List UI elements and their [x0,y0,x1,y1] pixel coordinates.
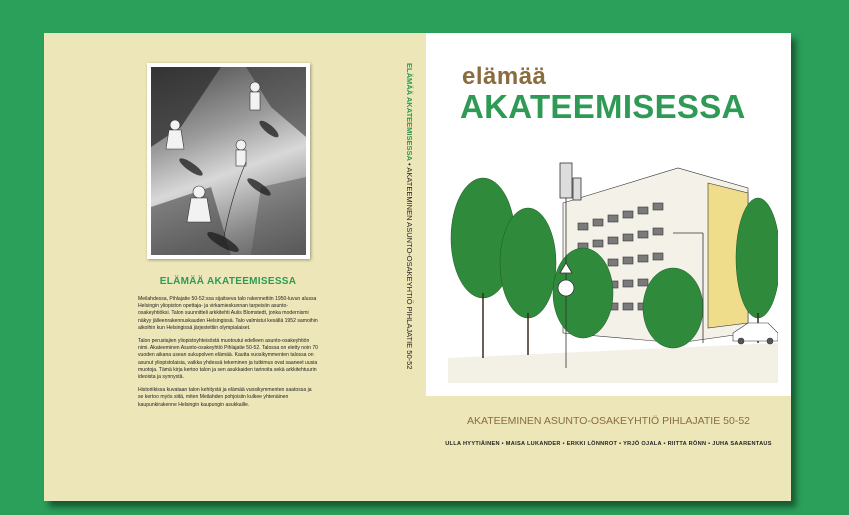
back-cover-paragraph: Talon perustajien yliopistoyhteisöstä muotoutui edelleen asunto-osakeyhtiön nimi. Akateeminen Asunto-osakeyhtiö Pihlajatie 50-52. Talossa on eletty noin 70 vuoden aikana usean sukupolven elämää. Kautta vuosikymmenten talossa on asunut yliopistolaisia, vaikka yhdessä tekeminen ja tutkimus ovat saaneet uusia muotoja. Tämä kirja kertoo talon ja sen asukkaiden tarinoita sekä arkkitehtuurin ideoista ja synnystä. [138,338,318,381]
back-cover-paragraph: Historiikissa kuvataan talon kehitystä ja elämää vuosikymmenten saatossa ja se kertoo myös siitä, miten Meilahden pohjoisiin kulkee yhtenäinen kaupunkirakenne Helsingin kaupungin asukkaille. [138,387,312,408]
back-cover-text [138,296,318,415]
spine-subtitle: AKATEEMINEN ASUNTO-OSAKEYHTIÖ PIHLAJATIE 50-52 [405,167,414,370]
back-cover-photo [147,63,310,259]
book-spine [389,63,429,370]
back-cover-paragraph: Meilahdessa, Pihlajatie 50-52:ssa sijaitseva talo rakennettiin 1950-luvun alussa Helsingin yliopiston opettaja- ja virkamieskunnan tarpeisiin asunto-osakeyhtiöksi. Talon suunnitteli arkkitehti Aulis Blomstedt, jonka modernismi näkyy jälleenrakennuskauden Helsingissä. Talo valmistui kesällä 1952 samoihin aikoihin kun Helsingissä järjestettiin olympialaiset. [138,296,318,331]
front-title-small: elämää [462,63,547,90]
front-title-big: AKATEEMISESSA [460,88,746,125]
front-authors: ULLA HYYTIÄINEN • MAISA LUKANDER • ERKKI LÖNNROT • YRJÖ OJALA • RIITTA RÖNN • JUHA SAARENTAUS [445,441,772,447]
spine-separator: • [405,163,414,168]
spine-text [402,63,416,370]
children-playing-photo [151,67,306,255]
spine-title: ELÄMÄÄ AKATEEMISESSA [405,63,414,161]
book-cover-spread [44,33,791,501]
front-subtitle: AKATEEMINEN ASUNTO-OSAKEYHTIÖ PIHLAJATIE 50-52 [467,415,750,427]
front-cover-panel [426,33,791,396]
building-illustration [448,143,778,383]
back-cover-title: ELÄMÄÄ AKATEEMISESSA [159,276,297,287]
